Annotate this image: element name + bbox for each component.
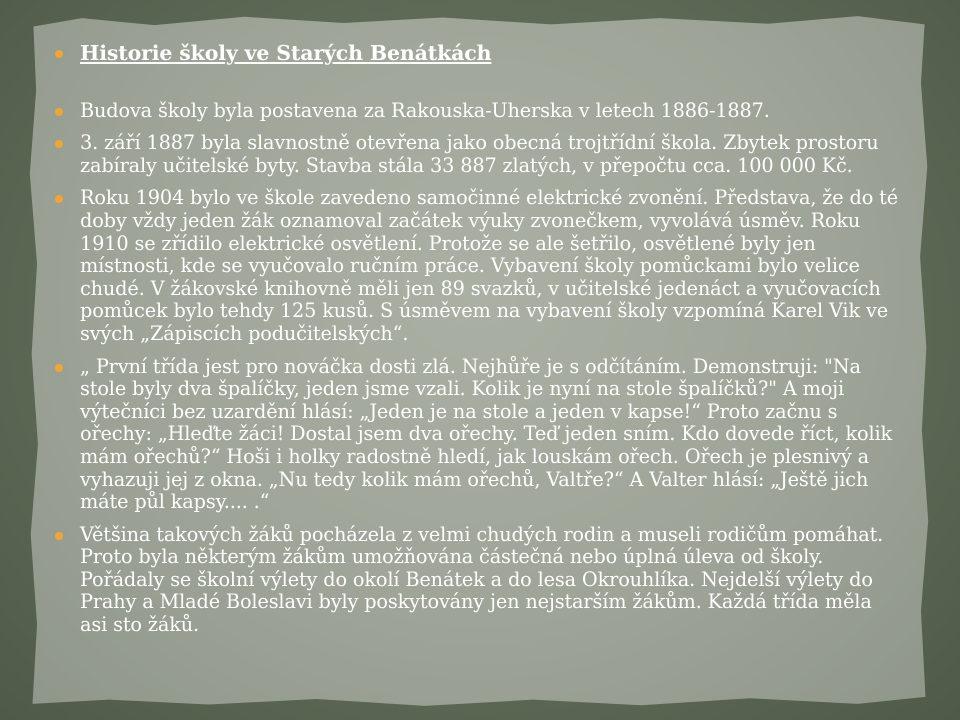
slide-content [52,42,902,637]
bullet-dot-icon [55,140,63,148]
bullet-item-3 [52,187,902,345]
bullet-item-2 [52,132,902,177]
bullet-dot-icon [55,195,63,203]
bullet-item-1 [52,100,902,123]
bullet-item-title [52,42,902,66]
bullet-dot-icon [55,50,63,58]
bullet-dot-icon [55,364,63,372]
paragraph-text: „ První třída jest pro nováčka dosti zlá. Nejhůře je s odčítáním. Demonstruji: "Na stole byly dva špalíčky, jeden jsme vzali. Kolik je nyní na stole špalíčků?" A moji výtečníci bez uzardění hlásí: „Jeden je na stole a jeden v kapse!“ Proto začnu s ořechy: „Hleďte žáci! Dostal jsem dva ořechy. Teď jeden sním. Kdo dovede říct, kolik mám ořechů?“ Hoši i holky radostně hledí, jak louskám ořech. Ořech je plesnivý a vyhazuji jej z okna. „Nu tedy kolik mám ořechů, Valtře?“ A Valter hlásí: „Ještě jich máte půl kapsy.... .“ [80,354,893,514]
paragraph-text: Většina takových žáků pocházela z velmi chudých rodin a museli rodičům pomáhat. Proto byla některým žákům umožňována částečná nebo úplná úleva od školy. Pořádaly se školní výlety do okolí Benátek a do lesa Okrouhlíka. Nejdelší výlety do Prahy a Mladé Boleslavi byly poskytovány jen nejstarším žákům. Každá třída měla asi sto žáků. [80,522,884,637]
bullet-item-5 [52,524,902,637]
paragraph-text: Roku 1904 bylo ve škole zavedeno samočinné elektrické zvonění. Představa, že do té doby vždy jeden žák oznamoval začátek výuky zvonečkem, vyvolává úsměv. Roku 1910 se zřídilo elektrické osvětlení. Protože se ale šetřilo, osvětlené byly jen místnosti, kde se vyučovalo ručním práce. Vybavení školy pomůckami bylo velice chudé. V žákovské knihovně měli jen 89 svazků, v učitelské jedenáct a vyučovacích pomůcek bylo tehdy 125 kusů. S úsměvem na vybavení školy vzpomíná Karel Vik ve svých „Zápiscích podučitelských“. [80,186,899,345]
bullet-dot-icon [55,532,63,540]
bullet-item-4 [52,356,902,514]
bullet-dot-icon [55,108,63,116]
paragraph-text: Budova školy byla postavena za Rakouska-Uherska v letech 1886-1887. [80,98,770,122]
slide-title: Historie školy ve Starých Benátkách [80,41,492,65]
paragraph-text: 3. září 1887 byla slavnostně otevřena jako obecná trojtřídní škola. Zbytek prostoru zabíraly učitelské byty. Stavba stála 33 887 zlatých, v přepočtu cca. 100 000 Kč. [80,131,879,177]
